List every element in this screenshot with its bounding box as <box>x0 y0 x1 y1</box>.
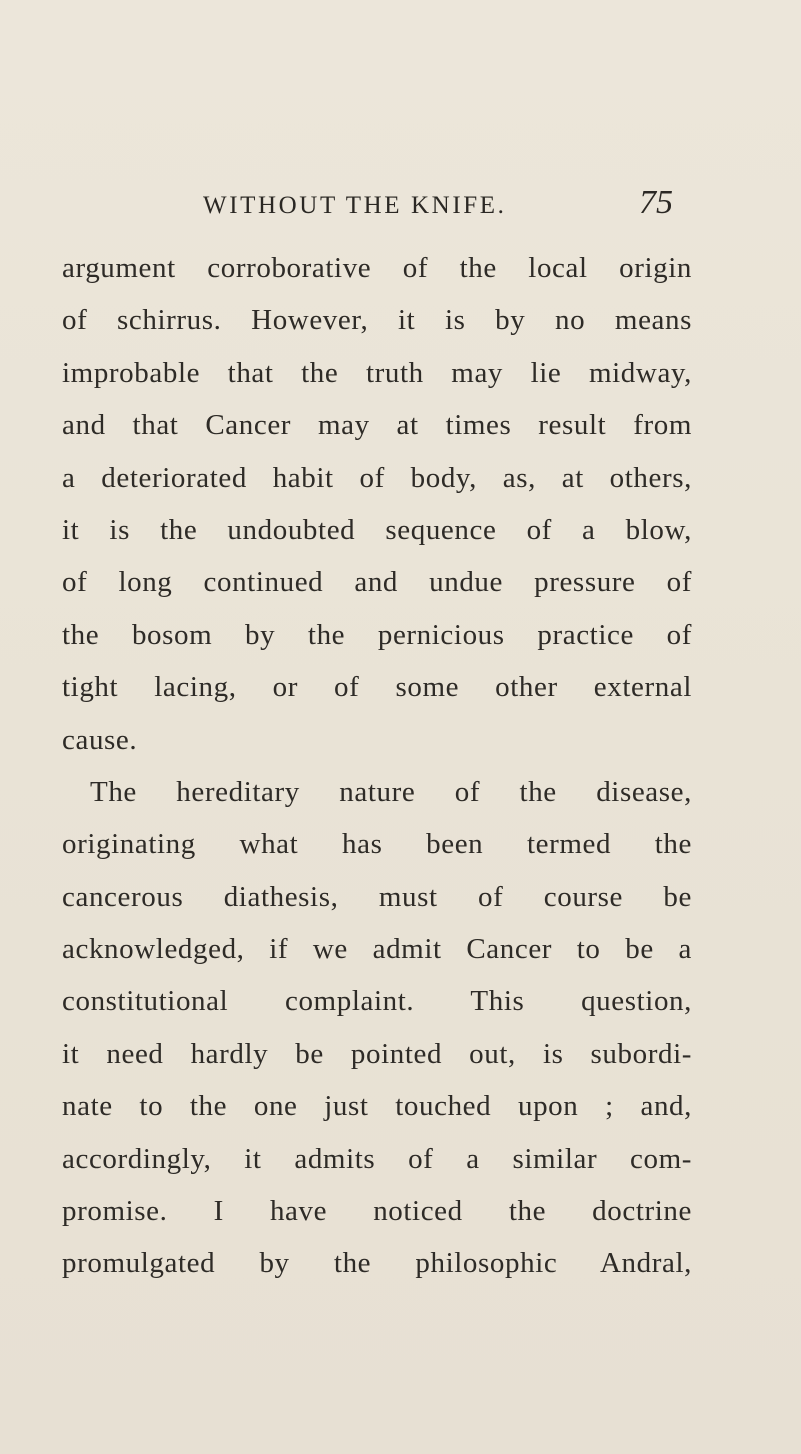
body-text <box>62 242 692 1290</box>
text-line: nate to the one just touched upon ; and, <box>62 1090 692 1123</box>
paragraph-end-line: cause. <box>62 723 138 756</box>
text-line: improbable that the truth may lie midway, <box>62 356 692 389</box>
text-line: of schirrus. However, it is by no means <box>62 304 692 337</box>
text-line: originating what has been termed the <box>62 828 692 861</box>
page-number: 75 <box>639 184 673 221</box>
text-line: acknowledged, if we admit Cancer to be a <box>62 933 692 966</box>
text-line: argument corroborative of the local origin <box>62 252 692 284</box>
text-line: a deteriorated habit of body, as, at others, <box>62 461 692 494</box>
text-line: tight lacing, or of some other external <box>62 671 692 704</box>
text-line: promulgated by the philosophic Andral, <box>62 1247 692 1280</box>
text-line: it need hardly be pointed out, is subordi- <box>62 1037 692 1070</box>
text-line: constitutional complaint. This question, <box>62 985 692 1018</box>
text-line: it is the undoubted sequence of a blow, <box>62 513 692 546</box>
text-line: cancerous diathesis, must of course be <box>62 880 692 913</box>
text-line: of long continued and undue pressure of <box>62 566 692 599</box>
running-head: WITHOUT THE KNIFE. <box>203 192 507 219</box>
paragraph-start-line: The hereditary nature of the disease, <box>90 775 692 808</box>
text-line: and that Cancer may at times result from <box>62 409 692 442</box>
page-header <box>0 184 801 228</box>
text-line: the bosom by the pernicious practice of <box>62 618 692 651</box>
text-line: accordingly, it admits of a similar com- <box>62 1142 692 1175</box>
text-line: promise. I have noticed the doctrine <box>62 1195 692 1228</box>
